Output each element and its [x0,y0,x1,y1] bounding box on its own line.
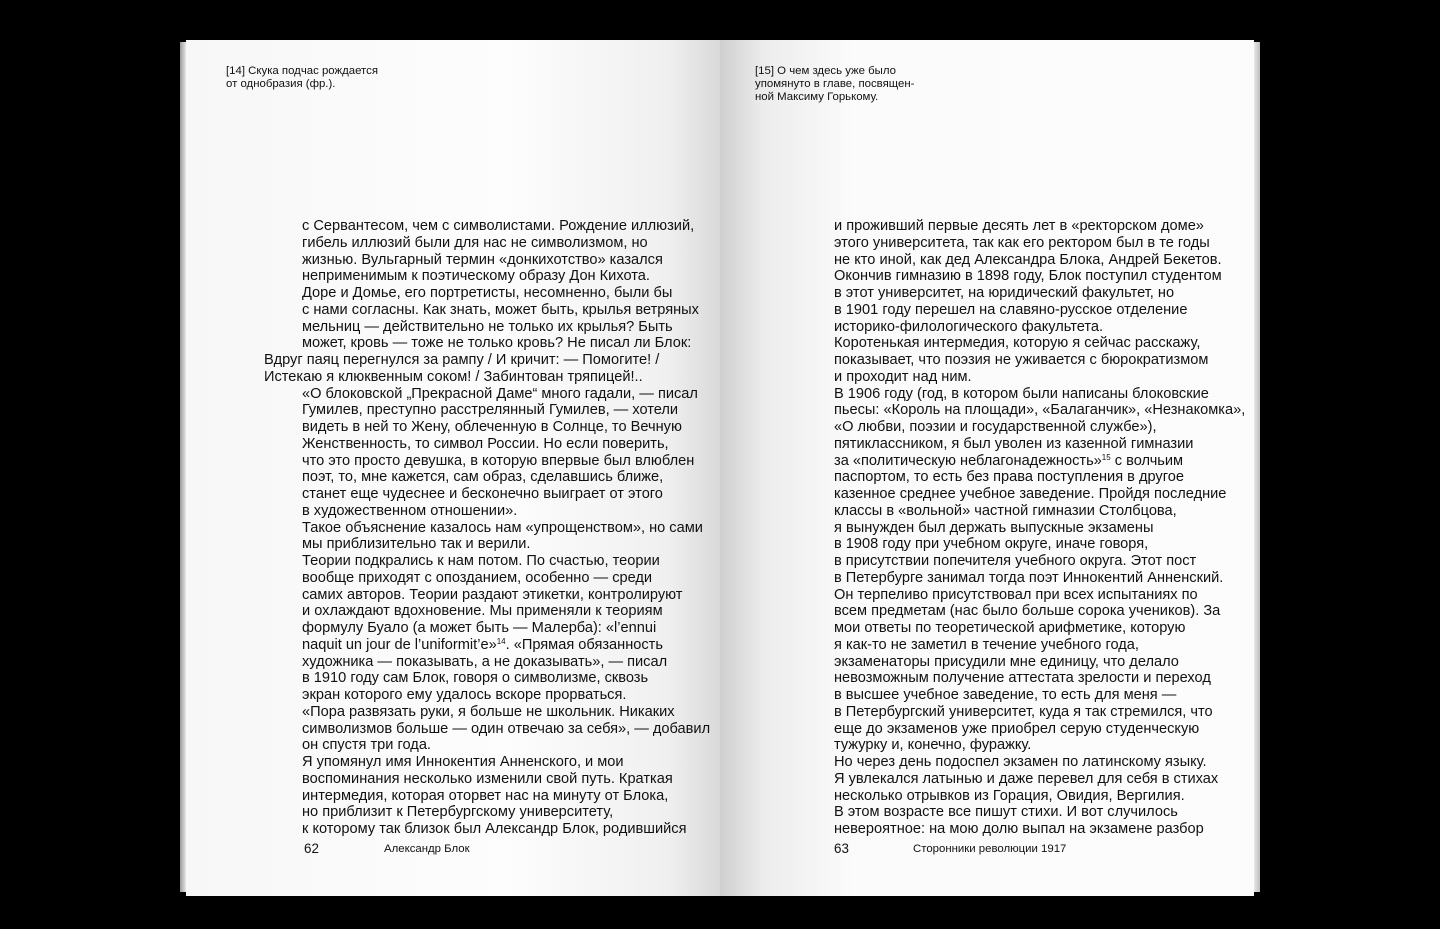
text-line: этого университета, так как его ректором был в те годы [834,234,1210,251]
text-line: В этом возрасте все пишут стихи. И вот случилось [834,804,1178,821]
text-line: Истекаю я клюквенным соком! / Забинтован тряпицей!.. [264,368,643,385]
text-line: в Петербургский университет, куда я так стремился, что [834,703,1213,720]
text-line: «Пора развязать руки, я больше не школьник. Никаких [302,703,675,720]
text-line: жизнью. Вульгарный термин «донкихотство» казался [302,251,663,268]
text-line: Женственность, то символ России. Но если поверить, [302,435,669,452]
text-line: мои ответы по теоретической арифметике, которую [834,620,1186,636]
text-line: невероятное: на мою долю выпал на экзамене разбор [834,821,1204,837]
text-line: пятиклассником, я был уволен из казенной гимназии [834,435,1194,452]
text-line: и проходит над ним. [834,368,972,385]
text-line: самих авторов. Теории раздают этикетки, контролируют [302,586,683,603]
text-line: Теории подкрались к нам потом. По счастью, теории [302,553,660,569]
text-line: поэт, то, мне кажется, сам образ, сделавшись ближе, [302,469,664,486]
text-line: в Петербурге занимал тогда поэт Иннокентий Анненский. [834,569,1224,586]
text-line: к которому так близок был Александр Блок, родившийся [302,821,687,837]
text-line: гибель иллюзий были для нас не символизмом, но [302,234,648,251]
left-body-text [264,218,711,838]
text-line: казенное среднее учебное заведение. Пройдя последние [834,486,1227,502]
text-line: что это просто девушка, в которую впервые был влюблен [302,452,695,469]
text-line: экран которого ему удалось вскоре прорваться. [302,687,627,703]
text-line: может, кровь — тоже не только кровь? Не писал ли Блок: [302,335,692,352]
text-line: в художественном отношении». [302,502,518,519]
right-footnote [755,65,914,105]
text-line: Но через день подоспел экзамен по латинскому языку. [834,754,1207,770]
text-line: показывает, что поэзия не уживается с бюрократизмом [834,352,1209,368]
text-line: видеть в ней то Жену, облеченную в Солнце, то Вечную [302,419,682,435]
text-line: Доре и Домье, его портретисты, несомненно, были бы [302,285,673,301]
footnote-line: [14] Скука подчас рождается [226,65,379,77]
text-line: Вдруг паяц перегнулся за рампу / И кричит: — Помогите! / [264,352,660,368]
text-line: в 1908 году при учебном округе, иначе говоря, [834,536,1149,553]
text-line: пьесы: «Король на площади», «Балаганчик», «Незнакомка», [834,402,1246,419]
text-line: классы в «вольной» частной гимназии Столбцова, [834,502,1177,519]
text-line: еще до экзаменов уже приобрел серую студенческую [834,720,1200,737]
text-line: Я упомянул имя Иннокентия Анненского, и мои [302,754,624,770]
right-page [720,40,1254,896]
text-line: воспоминания несколько изменили свой путь. Краткая [302,770,673,787]
footnote-line: упомянуто в главе, посвящен- [755,78,915,91]
text-line: всем предметам (нас было больше сорока учеников). За [834,603,1221,620]
text-line: формулу Буало (а может быть — Малерба): «l’ennui [302,620,657,636]
text-line: паспортом, то есть без права поступления в другое [834,469,1184,486]
text-line: художника — показывать, а не доказывать», — писал [302,653,668,670]
text-line: Такое объяснение казалось нам «упрощенством», но сами [302,519,703,536]
text-line: интермедия, которая оторвет нас на минуту от Блока, [302,787,669,804]
text-line: naquit un jour de l’uniformit’e»$^{14}$. «Прямая обязанность [302,636,663,653]
footnote-line: [15] О чем здесь уже было [755,65,896,77]
text-line: символизмов больше — один отвечаю за себя», — добавил [302,720,711,737]
text-line: Гумилев, преступно расстрелянный Гумилев, — хотели [302,402,679,419]
left-running-head: Александр Блок [384,843,470,855]
text-line: и охлаждают вдохновение. Мы применяли к теориям [302,603,663,620]
text-line: Он терпеливо присутствовал при всех испытаниях по [834,586,1198,603]
text-line: экзаменаторы присудили мне единицу, что делало [834,653,1179,670]
left-page-number: 62 [304,841,319,856]
right-page-edge [1254,42,1260,892]
text-line: но приблизит к Петербургскому университету, [302,804,614,821]
text-line: с нами согласны. Как знать, может быть, крылья ветряных [302,301,699,318]
text-line: несколько отрывков из Горация, Овидия, Вергилия. [834,787,1185,804]
right-body-text [834,218,1245,838]
text-line: и проживший первые десять лет в «ректорском доме» [834,218,1204,234]
text-line: неприменимым к поэтическому образу Дон Кихота. [302,268,650,285]
footnote-ref: 14 [496,636,506,646]
text-line: в 1901 году перешел на славяно-русское отделение [834,301,1188,318]
text-line: не кто иной, как дед Александра Блока, Андрей Бекетов. [834,251,1222,268]
text-line: мельниц — действительно не только их крылья? Быть [302,318,673,335]
text-line: я как-то не заметил в течение учебного года, [834,636,1139,653]
text-line: в высшее учебное заведение, то есть для меня — [834,687,1177,703]
text-line: «О блоковской „Прекрасной Даме“ много гадали, — писал [302,385,698,402]
text-line: Коротенькая интермедия, которую я сейчас расскажу, [834,335,1201,352]
text-line: я вынужден был держать выпускные экзамены [834,519,1154,536]
text-line: в 1910 году сам Блок, говоря о символизме, сквозь [302,670,649,687]
text-line: тужурку и, конечно, фуражку. [834,737,1032,754]
text-line: с Сервантесом, чем с символистами. Рождение иллюзий, [302,218,695,234]
text-line: Я увлекался латынью и даже перевел для себя в стихах [834,770,1219,787]
text-line: в этот университет, на юридический факультет, но [834,285,1175,301]
text-line: невозможным получение аттестата зрелости и переход [834,670,1211,687]
text-line: за «политическую неблагонадежность»$^{15}$ с волчьим [834,452,1184,469]
text-line: станет еще чудеснее и бесконечно выиграет от этого [302,486,663,502]
text-line: «О любви, поэзии и государственной службе»), [834,419,1157,435]
footnote-line: от однобразия (фр.). [226,78,336,91]
footnote-ref: 15 [1101,452,1111,462]
footnote-line: ной Максиму Горькому. [755,91,879,104]
text-line: он спустя три года. [302,737,431,754]
left-page [186,40,720,896]
text-line: Окончив гимназию в 1898 году, Блок поступил студентом [834,268,1222,285]
left-footnote [226,65,378,91]
text-line: вообще приходят с опозданием, особенно — среди [302,569,653,586]
right-running-head: Сторонники революции 1917 [913,843,1067,855]
text-line: в присутствии попечителя учебного округа. Этот пост [834,553,1197,569]
text-line: историко-филологического факультета. [834,318,1104,335]
right-page-number: 63 [834,841,849,856]
text-line: мы приблизительно так и верили. [302,536,531,553]
text-line: В 1906 году (год, в котором были написаны блоковские [834,385,1209,402]
